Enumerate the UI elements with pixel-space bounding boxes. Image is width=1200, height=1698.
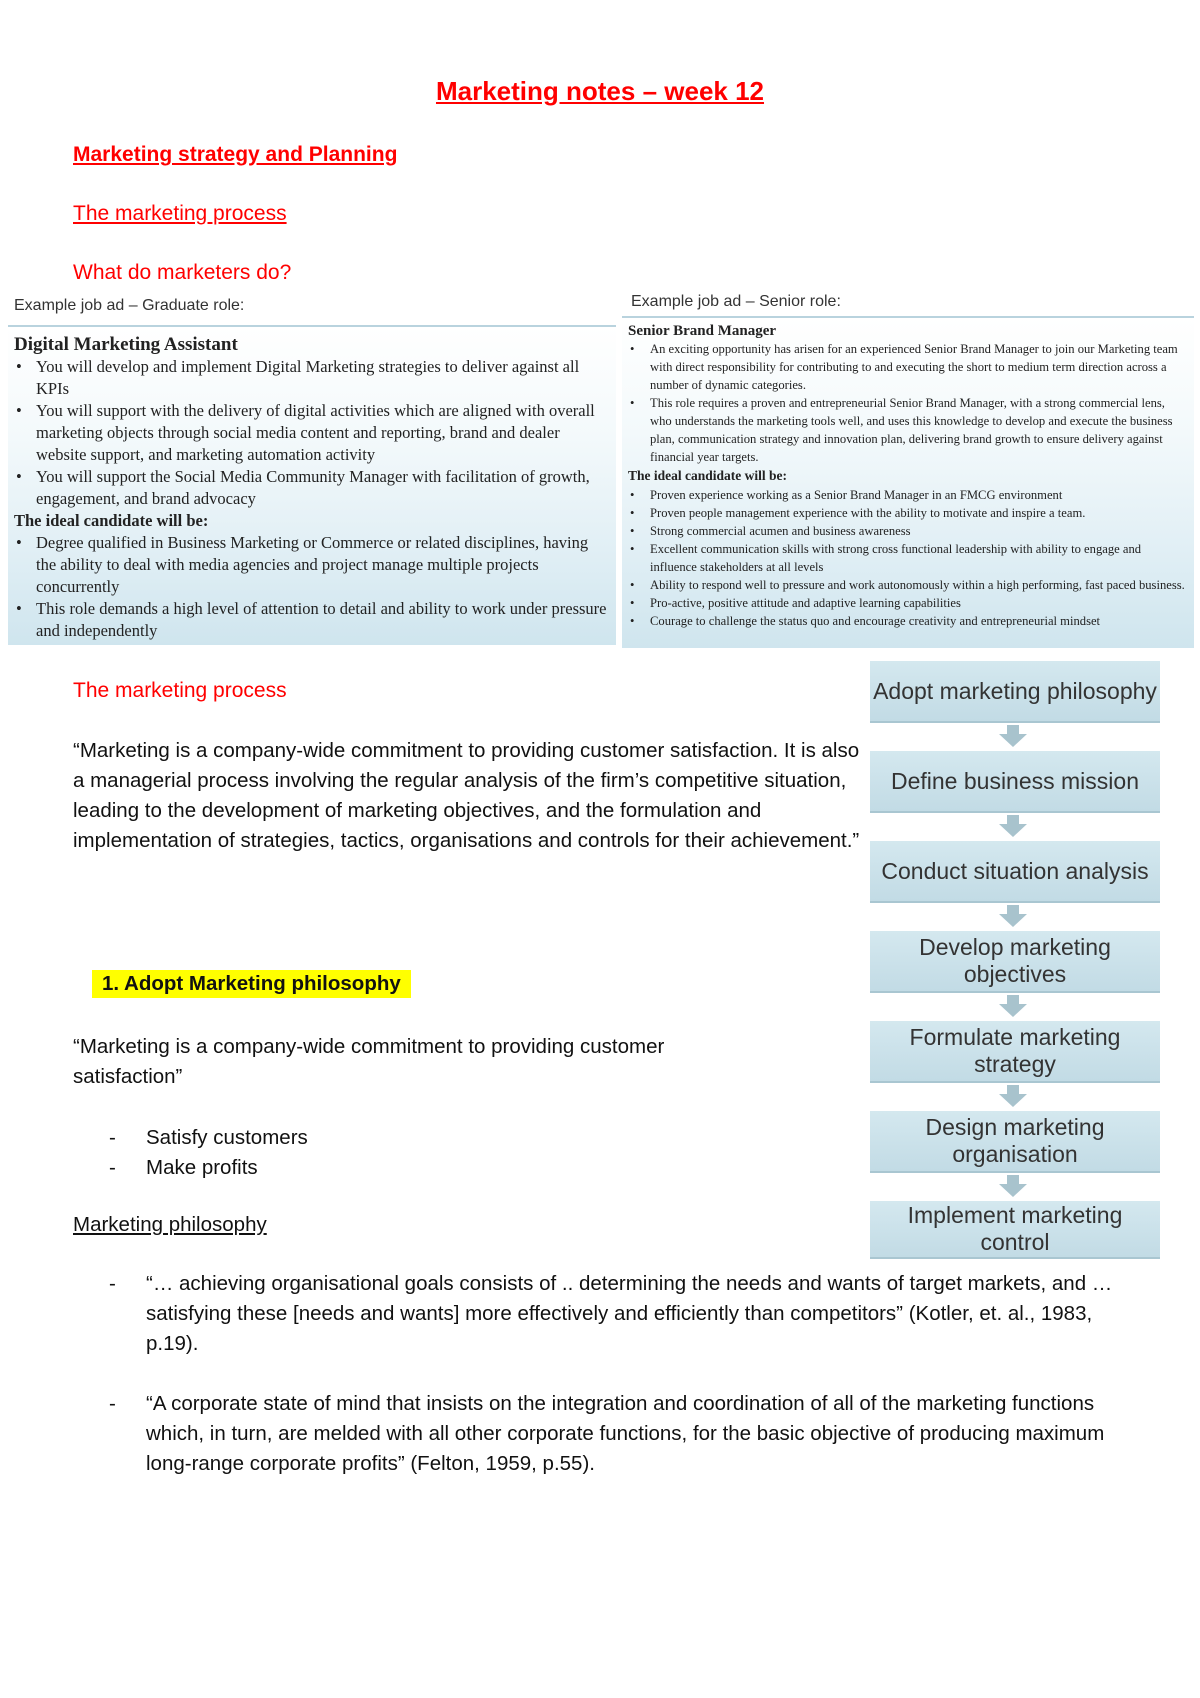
list-item: • This role requires a proven and entrepreneurial Senior Brand Manager, with a strong commercial lens, who understands the marketing tools well, and uses this knowledge to develop and execute the business plan, communication strategy and innovation plan, delivering brand growth to ensure delivery against financial year targets.: [650, 394, 1186, 466]
senior-ad-ideal-list: [622, 486, 1194, 630]
philosophy-heading: Marketing philosophy: [73, 1213, 267, 1236]
graduate-ad-duties: [8, 356, 616, 510]
graduate-ad-label: Example job ad – Graduate role:: [14, 297, 245, 314]
satisfaction-quote: “Marketing is a company-wide commitment to providing customer satisfaction”: [73, 1035, 665, 1088]
list-item: • Proven experience working as a Senior Brand Manager in an FMCG environment: [650, 486, 1186, 504]
down-arrow-icon: [999, 725, 1027, 747]
philosophy-quotes: [73, 1269, 1133, 1509]
list-item: - “… achieving organisational goals consists of .. determining the needs and wants of target markets, and … satisfying these [needs and wants] more effectively and efficiently than competitors” (Kotler, et. al., 1983, p.19).: [73, 1269, 1133, 1359]
flow-step-organisation: Design marketing organisation: [870, 1111, 1160, 1171]
graduate-ad-title: Digital Marketing Assistant: [14, 334, 238, 355]
list-item: • Excellent communication skills with strong cross functional leadership with ability to engage and influence stakeholders at all levels: [650, 540, 1186, 576]
senior-ad-ideal-heading: The ideal candidate will be:: [628, 468, 788, 483]
list-item: • Pro-active, positive attitude and adaptive learning capabilities: [650, 594, 1186, 612]
process-heading: The marketing process: [73, 202, 287, 225]
graduate-ad-ideal-heading: The ideal candidate will be:: [14, 511, 209, 530]
flow-step-control: Implement marketing control: [870, 1201, 1160, 1257]
senior-job-ad: [622, 316, 1194, 648]
flow-step-mission: Define business mission: [870, 751, 1160, 811]
down-arrow-icon: [999, 815, 1027, 837]
process-heading-2: The marketing process: [73, 679, 287, 702]
list-item: • Courage to challenge the status quo and encourage creativity and entrepreneurial mindset: [650, 612, 1186, 630]
strategy-heading: Marketing strategy and Planning: [73, 143, 398, 166]
list-item: • You will support with the delivery of digital activities which are aligned with overall marketing objects through social media content and reporting, brand and dealer website support, and marketing automation activity: [36, 400, 608, 466]
flow-step-strategy: Formulate marketing strategy: [870, 1021, 1160, 1081]
page-title: Marketing notes – week 12: [435, 76, 765, 106]
senior-ad-duties: [622, 340, 1194, 466]
list-item: • An exciting opportunity has arisen for an experienced Senior Brand Manager to join our Marketing team with direct responsibility for contributing to and executing the short to medium term direction across a number of dynamic categories.: [650, 340, 1186, 394]
senior-ad-title: Senior Brand Manager: [628, 323, 777, 339]
senior-ad-label: Example job ad – Senior role:: [631, 293, 841, 310]
list-item: • Proven people management experience with the ability to motivate and inspire a team.: [650, 504, 1186, 522]
graduate-ad-ideal-list: [8, 532, 616, 642]
list-item: • You will support the Social Media Community Manager with facilitation of growth, engagement, and brand advocacy: [36, 466, 608, 510]
down-arrow-icon: [999, 1175, 1027, 1197]
flow-step-philosophy: Adopt marketing philosophy: [870, 661, 1160, 721]
step1-heading: 1. Adopt Marketing philosophy: [92, 970, 411, 998]
list-item: • This role demands a high level of attention to detail and ability to work under pressure and independently: [36, 598, 608, 642]
flow-step-situation: Conduct situation analysis: [870, 841, 1160, 901]
list-item: • You will develop and implement Digital Marketing strategies to deliver against all KPIs: [36, 356, 608, 400]
down-arrow-icon: [999, 995, 1027, 1017]
down-arrow-icon: [999, 905, 1027, 927]
definition-quote: “Marketing is a company-wide commitment to providing customer satisfaction. It is also a managerial process involving the regular analysis of the firm’s competitive situation, leading to the development of marketing objectives, and the formulation and implementation of strategies, tactics, organisations and controls for their achievement.”: [73, 739, 860, 852]
graduate-job-ad: [8, 325, 616, 645]
down-arrow-icon: [999, 1085, 1027, 1107]
list-item: • Ability to respond well to pressure and work autonomously within a high performing, fast paced business.: [650, 576, 1186, 594]
list-item: • Degree qualified in Business Marketing or Commerce or related disciplines, having the ability to deal with media agencies and project manage multiple projects concurrently: [36, 532, 608, 598]
goals-list: [73, 1123, 308, 1183]
list-item: - Make profits: [73, 1153, 308, 1183]
marketers-heading: What do marketers do?: [73, 261, 292, 284]
list-item: - “A corporate state of mind that insists on the integration and coordination of all of the marketing functions which, in turn, are melded with all other corporate functions, for the basic objective of producing maximum long-range corporate profits” (Felton, 1959, p.55).: [73, 1389, 1133, 1479]
list-item: • Strong commercial acumen and business awareness: [650, 522, 1186, 540]
flow-step-objectives: Develop marketing objectives: [870, 931, 1160, 991]
list-item: - Satisfy customers: [73, 1123, 308, 1153]
